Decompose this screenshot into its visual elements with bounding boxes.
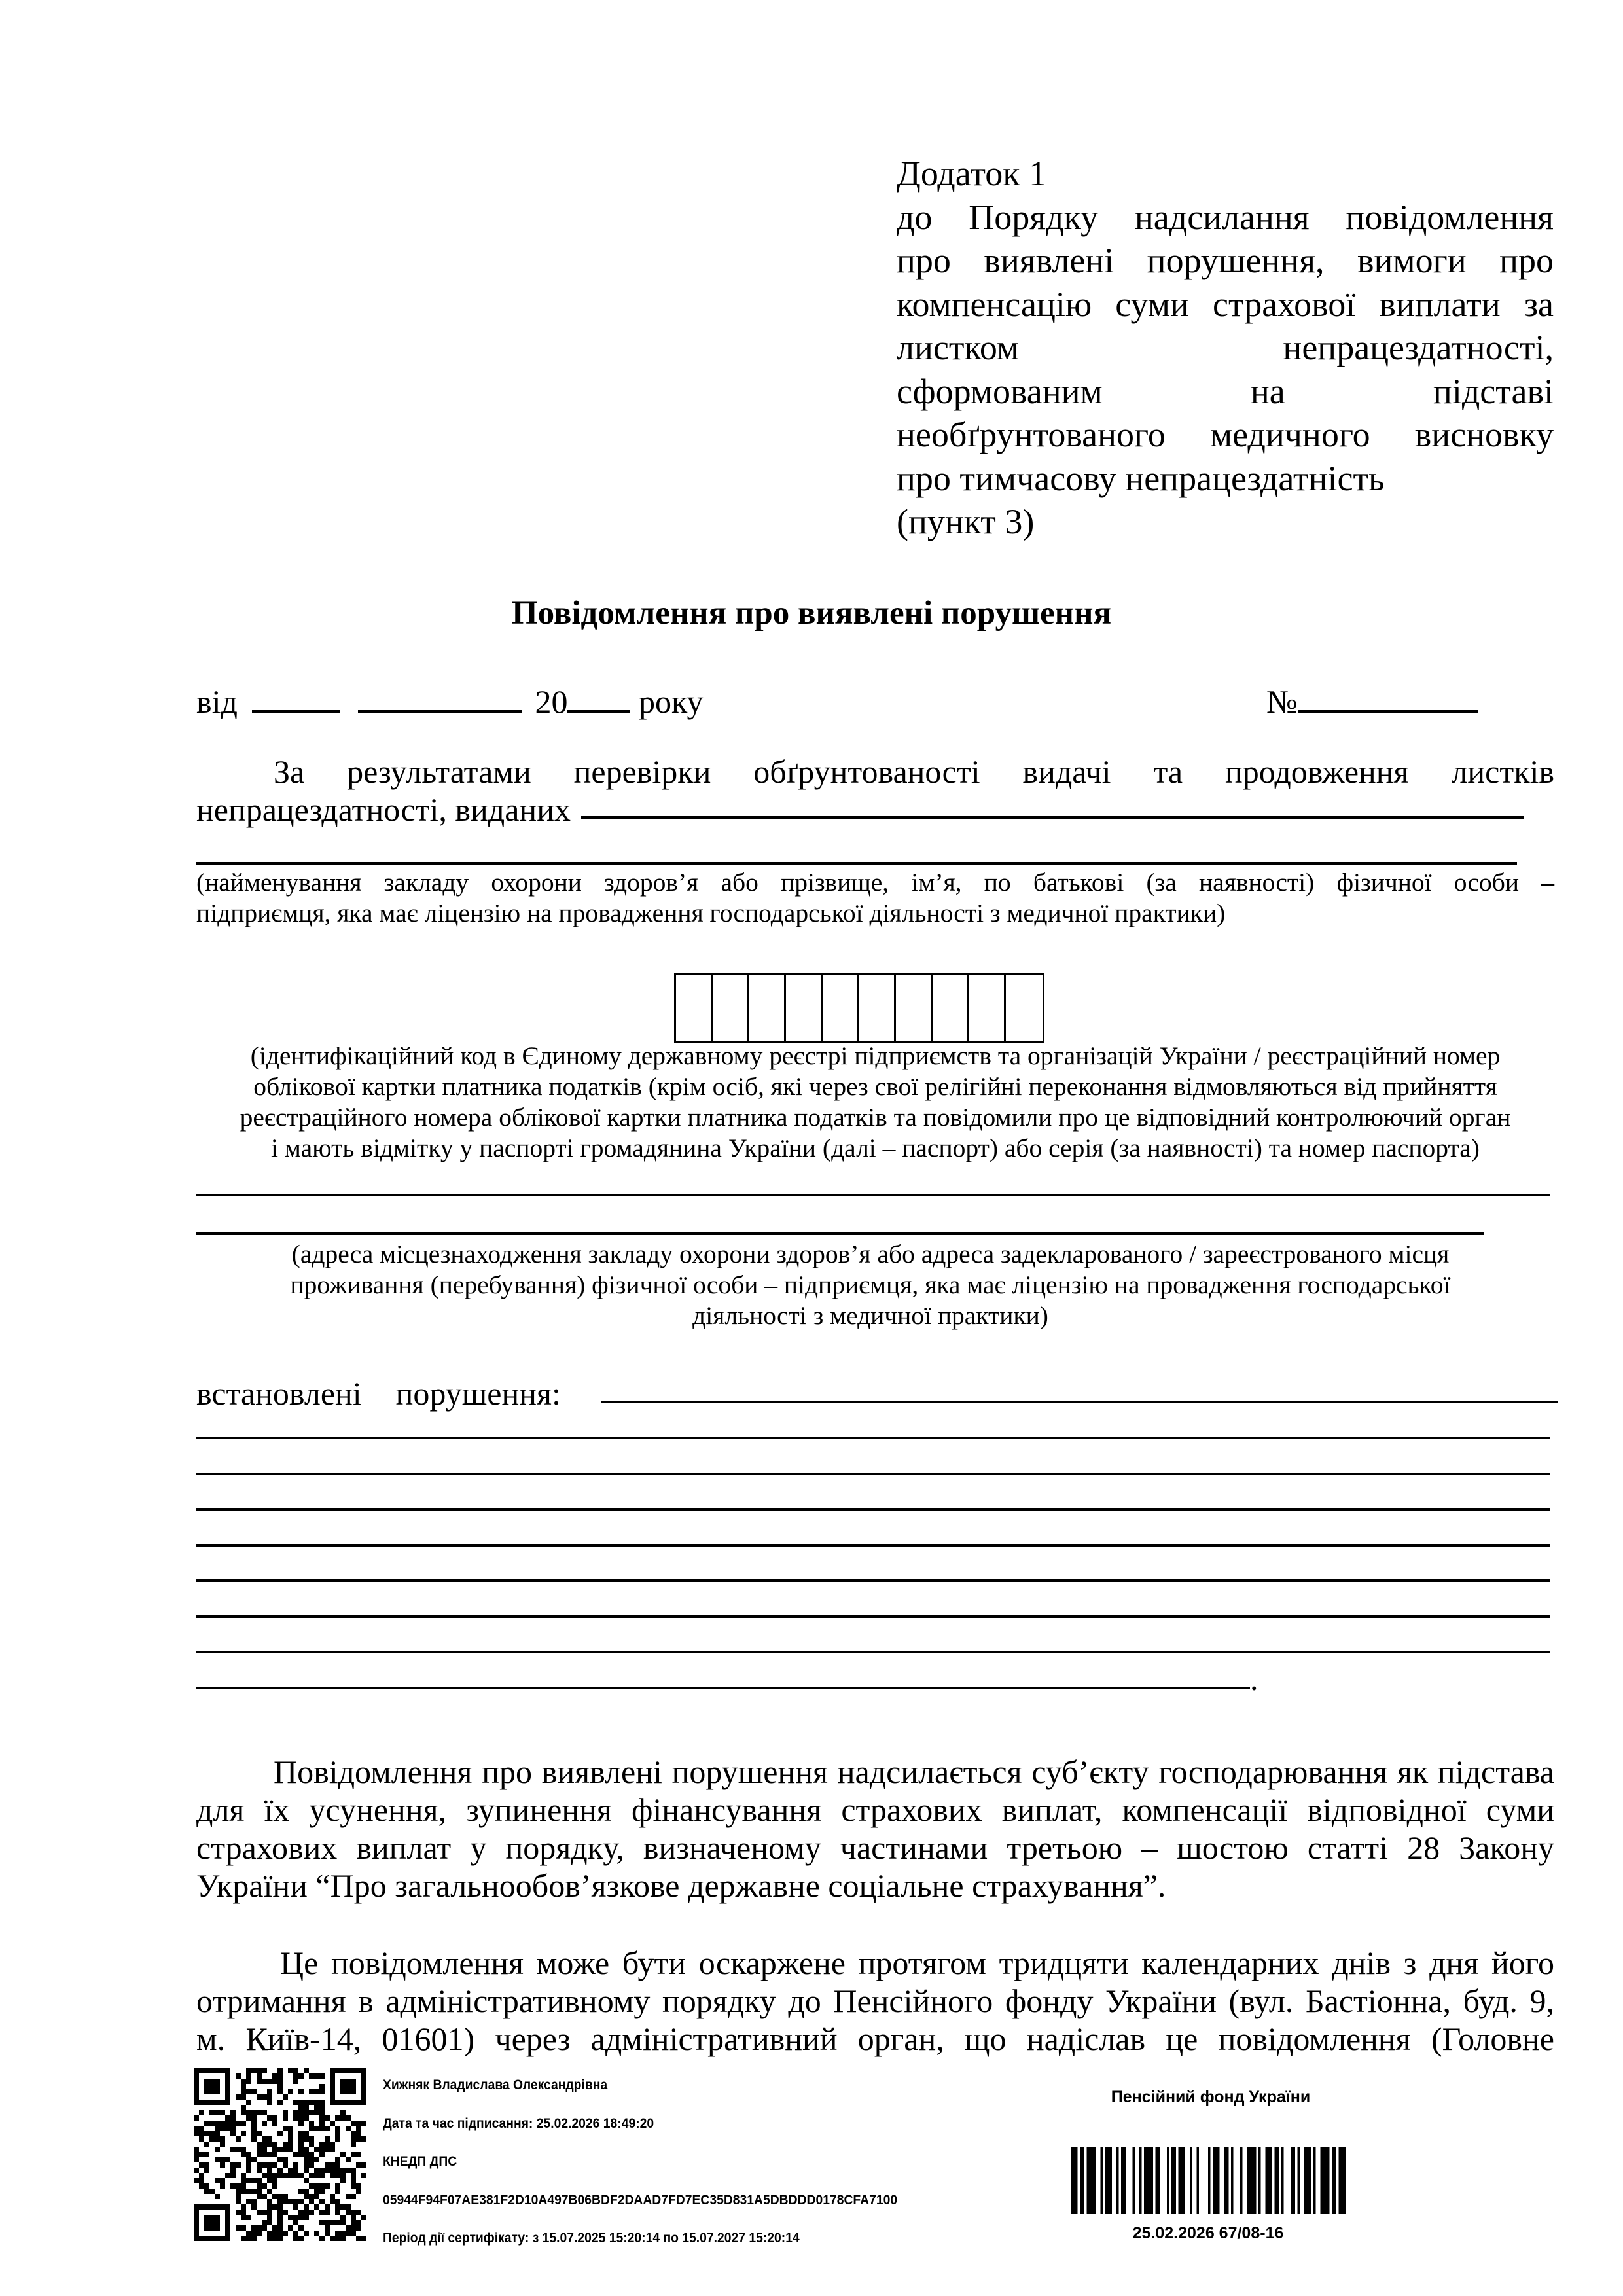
id-code-cell[interactable] <box>676 975 713 1041</box>
annex-line: необґрунтованого медичного висновку <box>897 415 1554 454</box>
day-field[interactable] <box>252 684 340 713</box>
from-label: від <box>196 683 238 720</box>
id-code-caption: (ідентифікаційний код в Єдиному державному реєстрі підприємств та організацій України / реєстраційний номер облікової картки платника податків (крім осіб, які через свої релігійні переконання відмовляються від прийняття реєстраційного номера облікової картки платника податків та повідомили про це відповідний контролюючий орган і мають відмітку у паспорті громадянина України (далі – паспорт) або серія (за наявності) та номер паспорта) <box>240 1041 1511 1162</box>
annex-line: листком непрацездатності, <box>897 328 1554 367</box>
annex-line: про виявлені порушення, вимоги про <box>897 241 1554 280</box>
intro-line-1: За результатами перевірки обґрунтованості видачі та продовження листків <box>274 753 1554 790</box>
id-code-cell[interactable] <box>859 975 896 1041</box>
id-code-cell[interactable] <box>933 975 969 1041</box>
certificate-issuer: КНЕДП ДПС <box>383 2154 457 2169</box>
signing-datetime: Дата та час підписання: 25.02.2026 18:49:20 <box>383 2115 654 2131</box>
annex-header <box>897 152 1554 544</box>
organization-name: Пенсійний фонд України <box>1111 2088 1311 2106</box>
annex-line: Додаток 1 <box>897 154 1046 193</box>
barcode-icon <box>1071 2147 1346 2214</box>
annex-line: компенсацію суми страхової виплати за <box>897 284 1554 324</box>
notice-paragraph: Повідомлення про виявлені порушення надсилається суб’єкту господарювання як підстава для їх усунення, зупинення фінансування страхових виплат, компенсації відповідної суми страхових виплат у порядку, визначеному частинами третьою – шостою статті 28 Закону України “Про загальнообов’язкове державне соціальне страхування”. <box>196 1753 1554 1904</box>
address-caption: (адреса місцезнаходження закладу охорони здоров’я або адреса задекларованого / зареєстрованого місця проживання (перебування) фізичної особи – підприємця, яка має ліцензію на провадження господарської діяльності з медичної практики) <box>290 1240 1451 1330</box>
number-field[interactable] <box>1298 684 1478 713</box>
id-code-cell[interactable] <box>786 975 823 1041</box>
violations-field-line-1[interactable] <box>601 1401 1558 1403</box>
violations-end-mark: . <box>1250 1660 1258 1697</box>
address-field-line-1[interactable] <box>196 1194 1550 1196</box>
violations-field-line-6[interactable] <box>196 1579 1550 1582</box>
signature-block <box>383 2066 897 2258</box>
violations-field-line-5[interactable] <box>196 1544 1550 1547</box>
violations-field-line-8[interactable] <box>196 1651 1550 1653</box>
violations-field-line-9[interactable] <box>196 1687 1250 1689</box>
id-code-cell[interactable] <box>823 975 859 1041</box>
annex-line: сформованим на підставі <box>897 371 1554 411</box>
year-label: року <box>638 683 704 720</box>
id-code-cell[interactable] <box>713 975 749 1041</box>
id-code-cell[interactable] <box>896 975 933 1041</box>
institution-caption: (найменування закладу охорони здоров’я або прізвище, ім’я, по батькові (за наявності) фізичної особи – підприємця, яка має ліцензію на провадження господарської діяльності з медичної практики) <box>196 868 1554 927</box>
id-code-cell[interactable] <box>1006 975 1043 1041</box>
violations-field-line-2[interactable] <box>196 1437 1550 1439</box>
date-line <box>196 683 704 721</box>
id-code-cell[interactable] <box>969 975 1006 1041</box>
document-title: Повідомлення про виявлені порушення <box>511 595 1112 632</box>
address-field-line-2[interactable] <box>196 1232 1484 1235</box>
appeal-paragraph: Це повідомлення може бути оскаржене протягом тридцяти календарних днів з дня його отримання в адміністративному порядку до Пенсійного фонду України (вул. Бастіонна, буд. 9, м. Київ-14, 01601) через адміністративний орган, що надіслав це повідомлення (Головне <box>196 1945 1554 2057</box>
violations-label: встановлені порушення: <box>196 1375 561 1412</box>
institution-field-line-2[interactable] <box>196 862 1517 865</box>
qr-code-icon <box>194 2068 366 2241</box>
violations-field-line-4[interactable] <box>196 1508 1550 1511</box>
violations-field-line-3[interactable] <box>196 1473 1550 1475</box>
annex-line: до Порядку надсилання повідомлення <box>897 197 1554 237</box>
century-label: 20 <box>535 683 568 720</box>
registration-number: 25.02.2026 67/08-16 <box>1132 2224 1284 2242</box>
annex-line: про тимчасову непрацездатність <box>897 458 1385 498</box>
number-label: № <box>1266 683 1298 720</box>
month-field[interactable] <box>358 684 522 713</box>
institution-field-line-1[interactable] <box>581 816 1524 819</box>
signer-name: Хижняк Владислава Олександрівна <box>383 2077 608 2092</box>
annex-line: (пункт 3) <box>897 502 1035 541</box>
violations-field-line-7[interactable] <box>196 1615 1550 1618</box>
id-code-boxes <box>674 973 1044 1043</box>
number-line <box>1266 683 1478 721</box>
id-code-cell[interactable] <box>749 975 786 1041</box>
certificate-validity: Період дії сертифікату: з 15.07.2025 15:20:14 по 15.07.2027 15:20:14 <box>383 2231 800 2246</box>
certificate-serial: 05944F94F07AE381F2D10A497B06BDF2DAAD7FD7EC35D831A5DBDDD0178CFA7100 <box>383 2192 898 2208</box>
intro-line-2: непрацездатності, виданих <box>196 791 571 828</box>
year-field[interactable] <box>567 684 630 713</box>
